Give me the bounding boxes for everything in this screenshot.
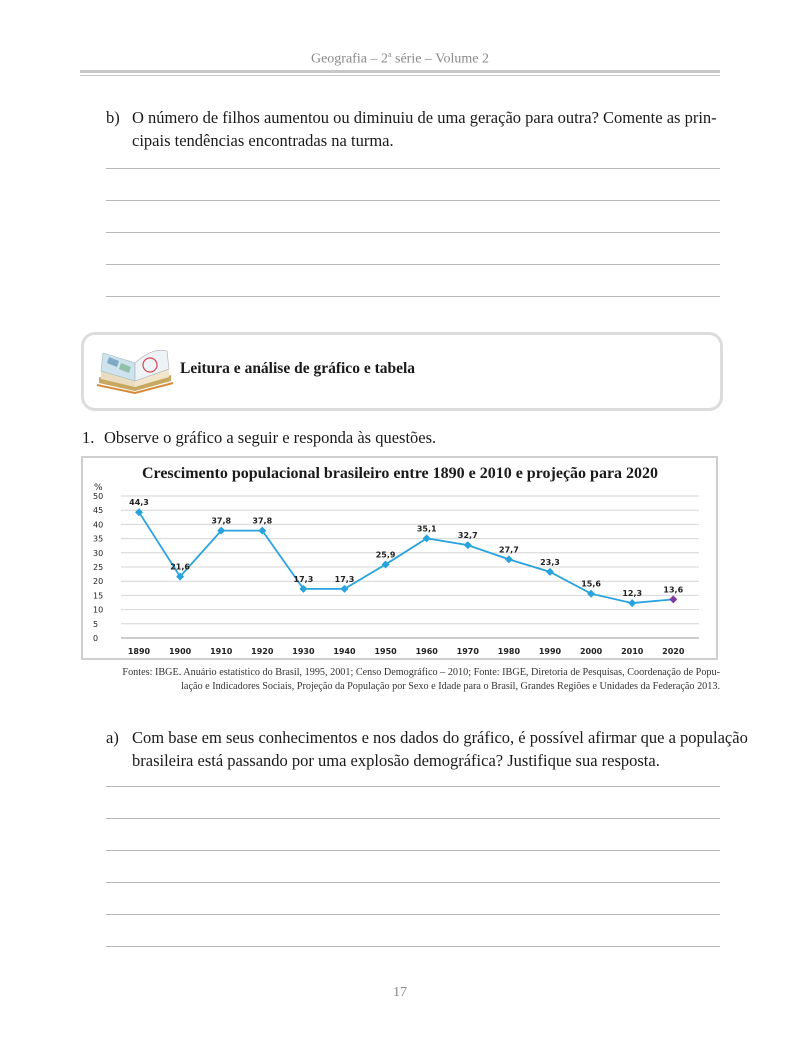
data-point [505,555,513,563]
chart-title: Crescimento populacional brasileiro entre 1890 e 2010 e projeção para 2020 [141,465,659,482]
header-rule-thin [80,75,720,76]
data-point [587,590,595,598]
data-label: 32,7 [457,531,478,541]
x-tick-label: 1920 [251,647,274,656]
data-label: 17,3 [293,574,314,584]
header-rule-thick [80,70,720,73]
answer-line[interactable] [106,914,720,915]
question-b-line1: O número de filhos aumentou ou diminuiu de uma geração para outra? Comente as prin- [132,108,717,127]
data-label: 37,8 [252,516,273,526]
answer-line[interactable] [106,296,720,297]
running-header: Geografia – 2$^a$ série – Volume 2 [310,50,489,67]
y-axis-label: % [94,483,103,493]
answer-line[interactable] [106,786,720,787]
data-label: 35,1 [416,524,437,534]
answer-line[interactable] [106,264,720,265]
x-tick-label: 1910 [210,647,233,656]
data-label: 15,6 [581,579,601,589]
data-label: 23,3 [540,557,560,567]
answer-line[interactable] [106,232,720,233]
answer-line[interactable] [106,818,720,819]
answer-line[interactable] [106,200,720,201]
data-label: 12,3 [622,589,643,599]
x-tick-label: 2010 [621,647,644,656]
sources-line2: lação e Indicadores Sociais, Projeção da População por Sexo e Idade para o Brasil, Grandes Regiões e Unidades da Federação 2013. [181,681,720,692]
data-label: 27,7 [499,545,519,555]
y-tick-label: 0 [93,634,99,643]
y-tick-label: 30 [93,548,104,558]
series-line [139,512,673,603]
sources-line1: Fontes: IBGE. Anuário estatístico do Brasil, 1995, 2001; Censo Demográfico – 2010; Fonte: IBGE, Diretoria de Pesquisas, Coordenação de Popu- [122,667,720,678]
x-tick-label: 1960 [415,647,438,656]
x-tick-label: 1900 [168,647,192,656]
question-b-marker: b) [106,108,120,127]
x-tick-label: 2000 [579,647,603,656]
page-number: 17 [393,985,407,1000]
data-label: 37,8 [211,516,232,526]
data-label: 25,9 [375,550,396,560]
sources-note [86,666,720,694]
x-tick-label: 1950 [374,647,397,656]
answer-line[interactable] [106,850,720,851]
y-tick-label: 10 [93,605,104,615]
y-tick-label: 25 [93,563,104,572]
x-tick-label: 1980 [497,647,521,656]
question-1-text: Observe o gráfico a seguir e responda às questões. [104,428,437,447]
y-tick-label: 35 [93,534,104,544]
x-tick-label: 1930 [292,647,315,656]
y-tick-label: 15 [93,591,104,601]
y-tick-label: 5 [93,619,99,629]
data-point [669,595,677,603]
data-label: 13,6 [663,585,684,595]
answer-line[interactable] [106,946,720,947]
data-point [628,599,636,607]
data-label: 44,3 [129,498,149,508]
question-a-marker: a) [106,728,119,747]
answer-line[interactable] [106,168,720,169]
data-point [464,541,472,549]
y-tick-label: 50 [93,492,104,501]
x-tick-label: 1940 [333,647,356,656]
x-tick-label: 2020 [662,647,685,656]
x-tick-label: 1970 [456,647,479,656]
question-b-line2: cipais tendências encontradas na turma. [132,131,394,150]
question-a-line1: Com base em seus conhecimentos e nos dados do gráfico, é possível afirmar que a população [132,728,748,747]
question-1-marker: 1. [82,428,95,447]
data-label: 21,6 [170,562,190,572]
y-tick-label: 45 [93,506,104,516]
section-title: Leitura e análise de gráfico e tabela [180,360,416,377]
y-tick-label: 20 [93,577,104,587]
question-a-line2: brasileira está passando por uma explosão demográfica? Justifique sua resposta. [132,751,660,770]
data-point [341,585,349,593]
open-book-icon [95,341,175,397]
x-tick-label: 1990 [538,647,562,656]
y-tick-label: 40 [93,520,104,530]
x-tick-label: 1890 [127,647,151,656]
data-point [546,568,554,576]
population-growth-chart [83,458,716,658]
answer-line[interactable] [106,882,720,883]
data-label: 17,3 [334,574,355,584]
